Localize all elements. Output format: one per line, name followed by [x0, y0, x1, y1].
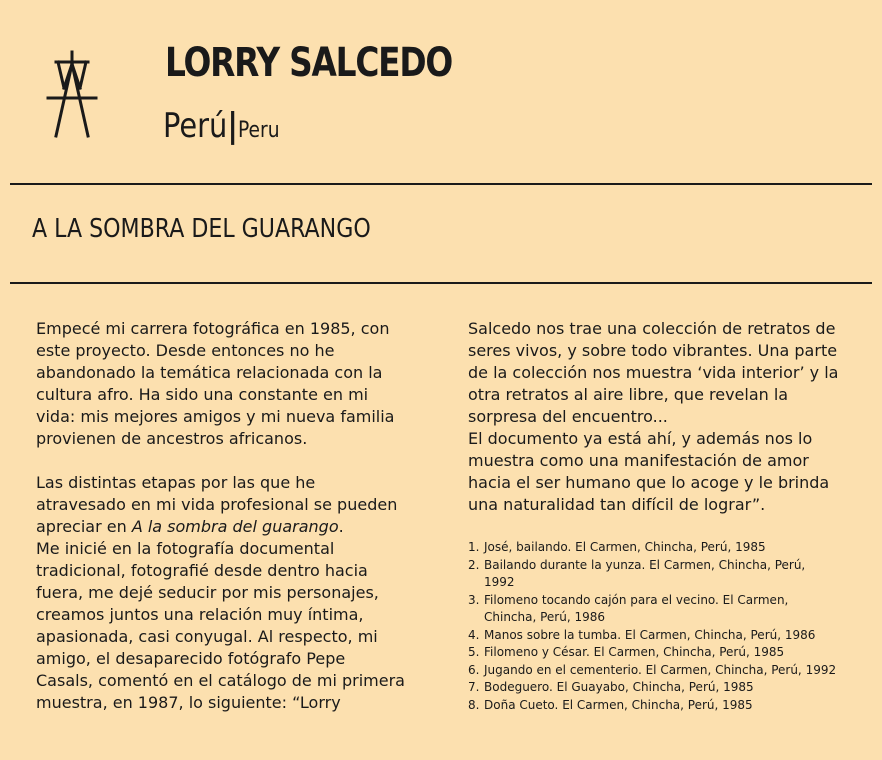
section-title: A LA SOMBRA DEL GUARANGO [32, 214, 371, 244]
list-text: Jugando en el cementerio. El Carmen, Chincha, Perú, 1992 [484, 662, 837, 677]
list-item [468, 592, 838, 627]
list-number: 6. [468, 662, 480, 677]
paragraph: Salcedo nos trae una colección de retratos de seres vivos, y sobre todo vibrantes. Una parte de la colección nos muestra ‘vida interior’ y la otra retratos al aire libre, que revelan la sorpresa del encuentro... [468, 319, 839, 426]
list-number: 2. [468, 557, 480, 572]
list-text: Doña Cueto. El Carmen, Chincha, Perú, 1985 [484, 697, 753, 712]
list-item [468, 644, 838, 662]
list-number: 7. [468, 680, 480, 694]
list-text: Bodeguero. El Guayabo, Chincha, Perú, 1985 [484, 680, 754, 694]
list-number: 1. [468, 540, 480, 554]
country-line [163, 106, 280, 146]
list-item [468, 539, 838, 557]
paragraph: Me inicié en la fotografía documental tradicional, fotografié desde dentro hacia fuera, me dejé seducir por mis personajes, creamos juntos una relación muy íntima, apasionada, casi conyugal. Al respecto, mi amigo, el desaparecido fotógrafo Pepe Casals, comentó en el catálogo de mi primera muestra, en 1987, lo siguiente: “Lorry [36, 539, 405, 712]
list-number: 5. [468, 645, 480, 659]
list-item [468, 557, 838, 592]
country-english: Peru [237, 118, 280, 143]
paragraph: El documento ya está ahí, y además nos lo muestra como una manifestación de amor hacia el ser humano que lo acoge y le brinda una naturalidad tan difícil de lograr”. [468, 429, 830, 514]
list-item [468, 627, 838, 645]
artist-name: LORRY SALCEDO [165, 40, 453, 86]
paragraph-text: . [338, 517, 344, 536]
country-separator: | [227, 106, 238, 146]
divider-bottom [10, 282, 872, 284]
left-column [36, 318, 406, 714]
list-text: José, bailando. El Carmen, Chincha, Perú, 1985 [484, 540, 766, 554]
paragraph: Empecé mi carrera fotográfica en 1985, con este proyecto. Desde entonces no he abandonado la temática relacionada con la cultura afro. Ha sido una constante en mi vida: mis mejores amigos y mi nueva familia provienen de ancestros africanos. [36, 319, 395, 448]
list-text: Bailando durante la yunza. El Carmen, Chincha, Perú, 1992 [484, 557, 806, 589]
list-number: 8. [468, 697, 480, 712]
list-number: 3. [468, 592, 480, 607]
country-spanish: Perú [163, 106, 228, 146]
list-item [468, 679, 838, 697]
book-title: A la sombra del guarango [131, 517, 339, 536]
paragraph [36, 472, 406, 538]
list-text: Manos sobre la tumba. El Carmen, Chincha, Perú, 1986 [484, 627, 816, 642]
right-column [468, 318, 848, 516]
photo-caption-list [468, 539, 838, 714]
paragraph-text: Las distintas etapas por las que he atravesado en mi vida profesional se pueden apreciar en [36, 473, 398, 536]
list-text: Filomeno tocando cajón para el vecino. El Carmen, Chincha, Perú, 1986 [484, 592, 789, 624]
list-number: 4. [468, 627, 480, 642]
list-item [468, 662, 838, 680]
list-text: Filomeno y César. El Carmen, Chincha, Perú, 1985 [484, 645, 785, 659]
logo-icon [44, 50, 100, 140]
divider-top [10, 183, 872, 185]
list-item [468, 697, 838, 715]
